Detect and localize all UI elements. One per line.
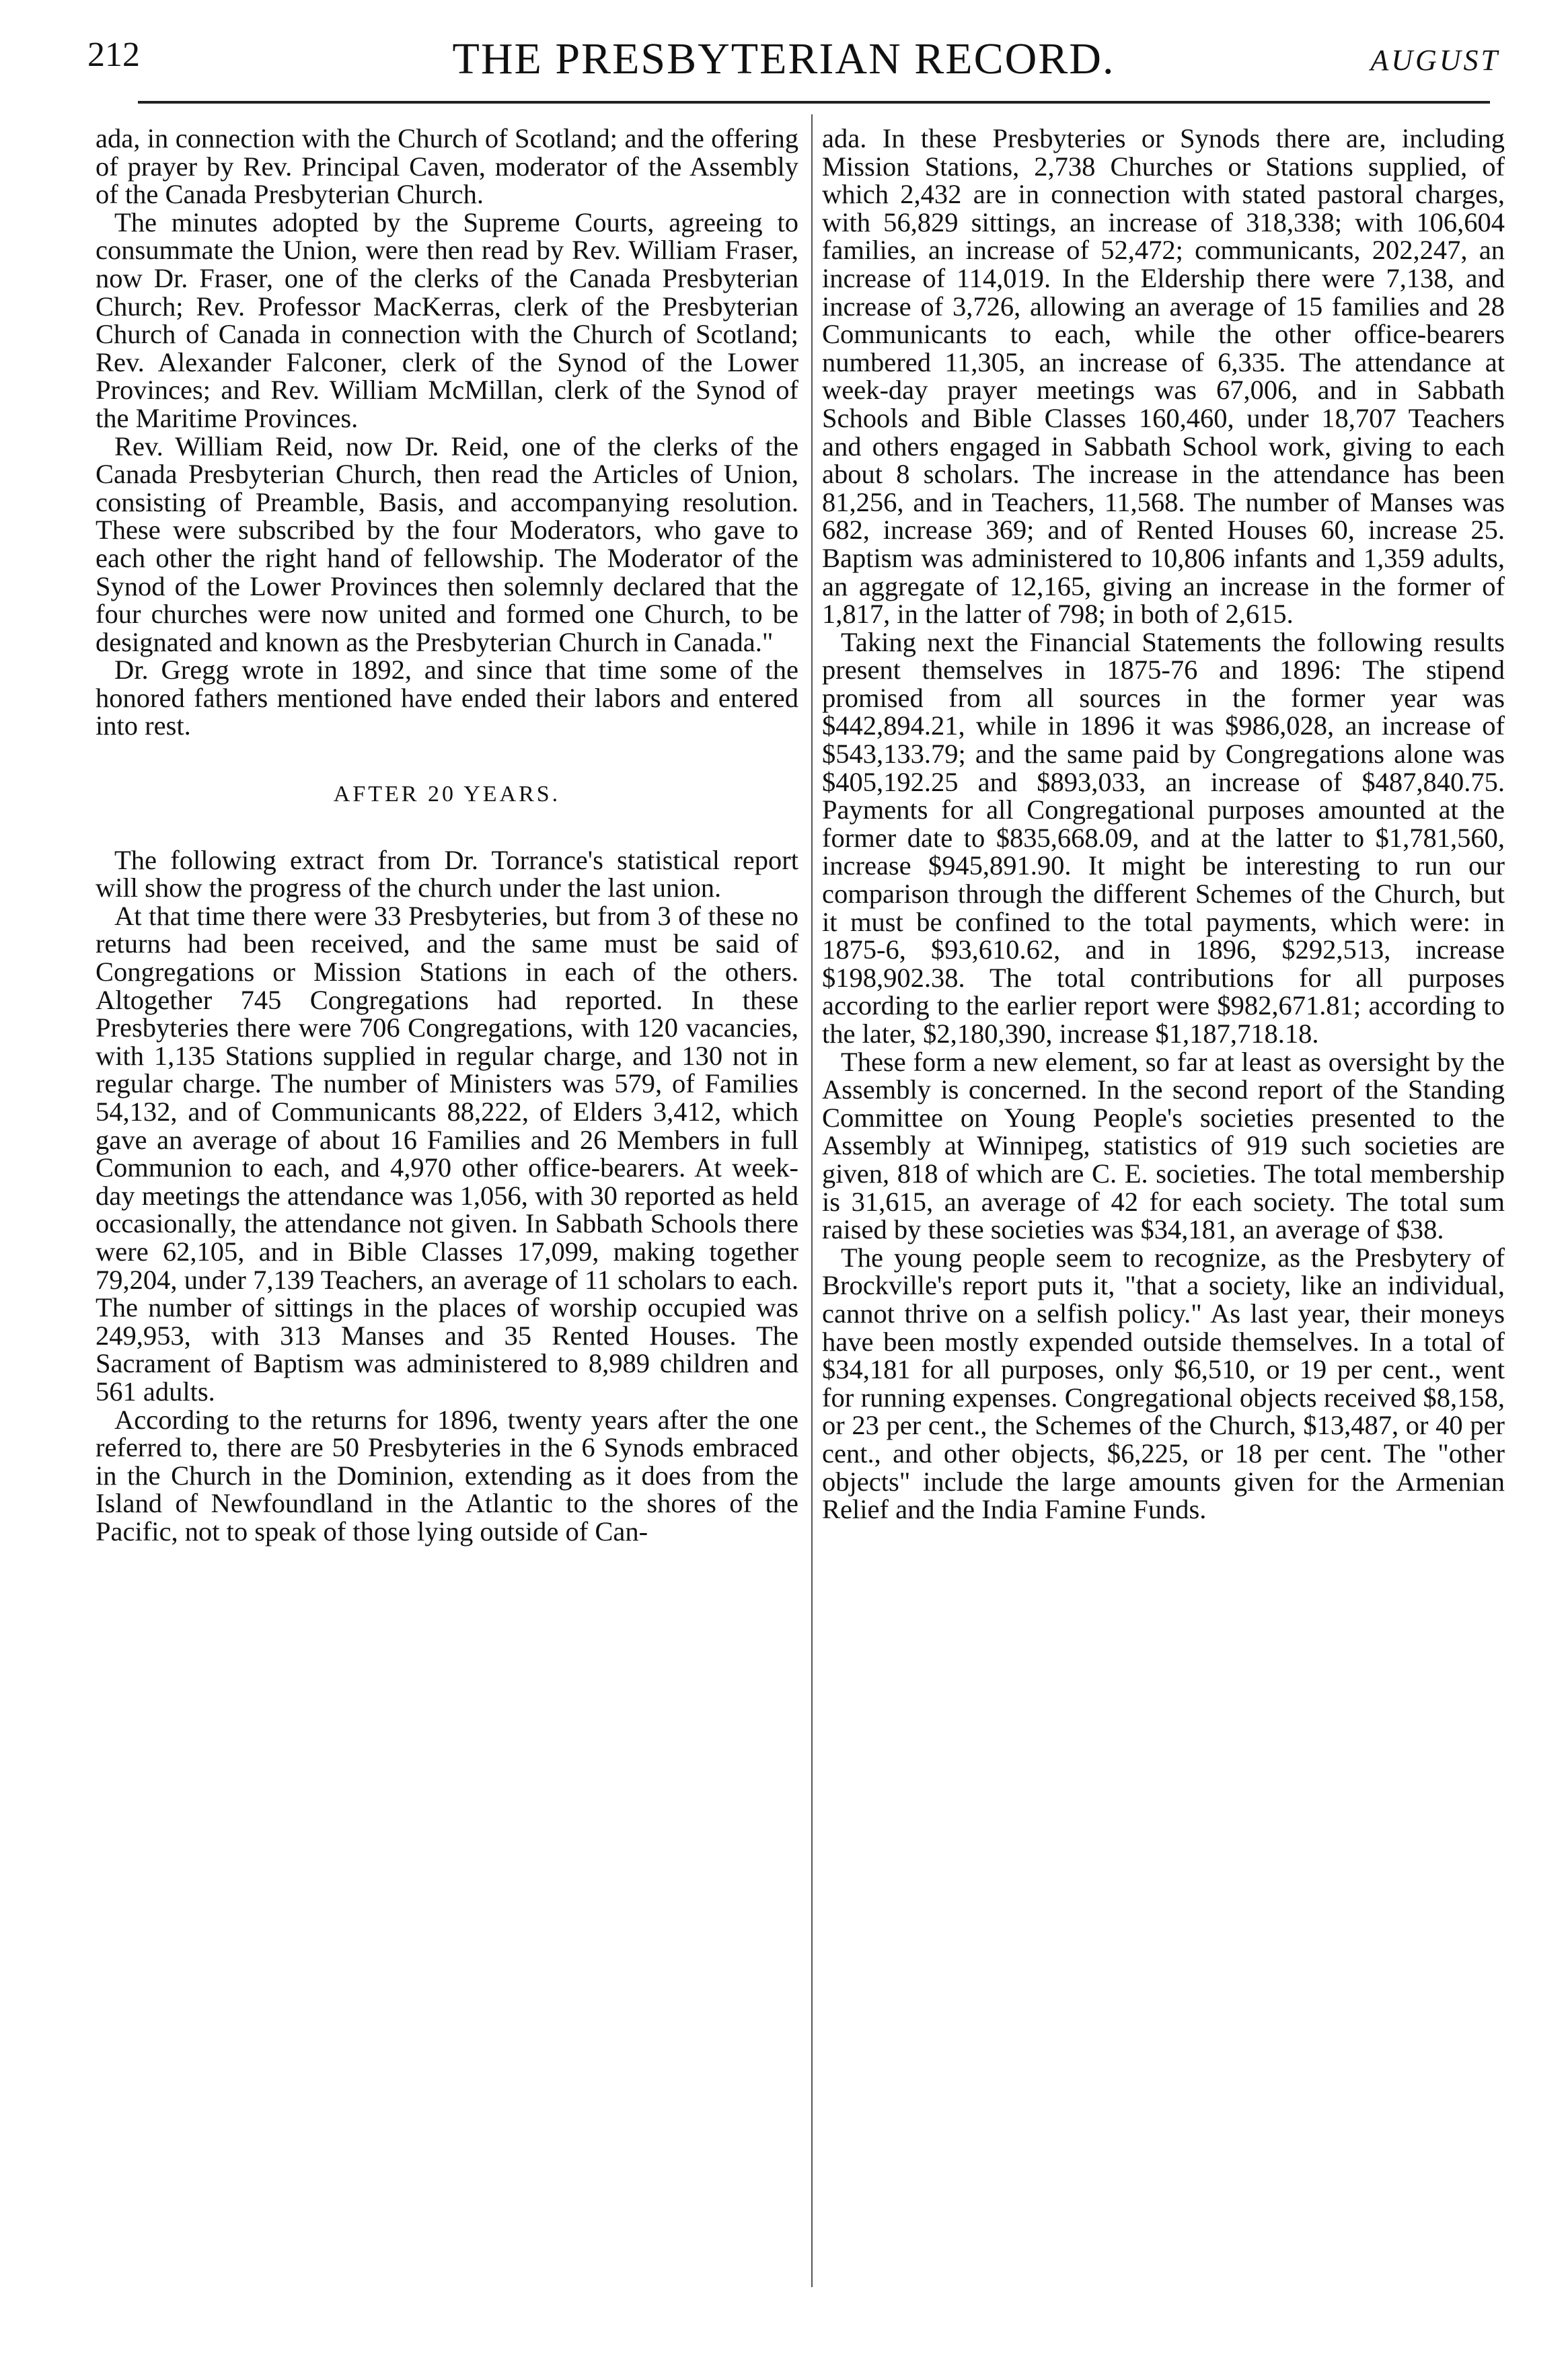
paragraph: The minutes adopted by the Supreme Courts, agreeing to consummate the Union, were then read by Rev. William Fraser, now Dr. Fraser, one of the clerks of the Canada Presbyterian Church; Rev. Professor MacKerras, clerk of the Presbyterian Church of Canada in connection with the Church of Scotland; Rev. Alexander Falconer, clerk of the Synod of the Lower Provinces; and Rev. William McMillan, clerk of the Synod of the Maritime Provinces. bbox=[96, 207, 798, 433]
paragraph: Rev. William Reid, now Dr. Reid, one of the clerks of the Canada Presbyterian Church, then read the Articles of Union, consisting of Preamble, Basis, and accompanying resolution. These were subscribed by the four Moderators, who gave to each other the right hand of fellowship. The Moderator of the Synod of the Lower Provinces then solemnly declared that the four churches were now united and formed one Church, to be designated and known as the Presbyterian Church in Canada." bbox=[96, 431, 798, 657]
publication-title: THE PRESBYTERIAN RECORD. bbox=[452, 34, 1115, 83]
paragraph: ada. In these Presbyteries or Synods there are, including Mission Stations, 2,738 Churches or Stations supplied, of which 2,432 are in connection with stated pastoral charges, with 56,829 sittings, an increase of 318,338; with 106,604 families, an increase of 52,472; communicants, 202,247, an increase of 114,019. In the Eldership there were 7,138, and increase of 3,726, allowing an average of 15 families and 28 Communicants to each, while the other office-bearers numbered 11,305, an increase of 6,335. The attendance at week-day prayer meetings was 67,006, and in Sabbath Schools and Bible Classes 160,460, under 18,707 Teachers and others engaged in Sabbath School work, giving to each about 8 scholars. The increase in the attendance has been 81,256, and in Teachers, 11,568. The number of Manses was 682, increase 369; and of Rented Houses 60, increase 25. Baptism was administered to 10,806 infants and 1,359 adults, an aggregate of 12,165, giving an increase in the former of 1,817, in the latter of 798; in both of 2,615. bbox=[822, 123, 1505, 630]
paragraph: These form a new element, so far at least as oversight by the Assembly is concerned. In the second report of the Standing Committee on Young People's societies presented to the Assembly at Winnipeg, statistics of 919 such societies are given, 818 of which are C. E. societies. The total membership is 31,615, an average of 42 for each society. The total sum raised by these societies was $34,181, an average of $38. bbox=[822, 1046, 1505, 1245]
column-divider bbox=[811, 114, 813, 2287]
left-column bbox=[96, 124, 798, 1546]
header-rule bbox=[138, 101, 1490, 104]
issue-month: AUGUST bbox=[1370, 44, 1500, 77]
paragraph: The young people seem to recognize, as the Presbytery of Brockville's report puts it, "that a society, like an individual, cannot thrive on a selfish policy." As last year, their moneys have been mostly expended outside themselves. In a total of $34,181 for all purposes, only $6,510, or 19 per cent., went for running expenses. Congregational objects received $8,158, or 23 per cent., the Schemes of the Church, $13,487, or 40 per cent., and other objects, $6,225, or 18 per cent. The "other objects" include the large amounts given for the Armenian Relief and the India Famine Funds. bbox=[822, 1242, 1505, 1525]
paragraph: ada, in connection with the Church of Scotland; and the offering of prayer by Rev. Principal Caven, moderator of the Assembly of the Canada Presbyterian Church. bbox=[96, 123, 798, 210]
paragraph: Taking next the Financial Statements the following results present themselves in 1875-76 and 1896: The stipend promised from all sources in the former year was $442,894.21, while in 1896 it was $986,028, an increase of $543,133.79; and the same paid by Congregations alone was $405,192.25 and $893,033, an increase of $487,840.75. Payments for all Congregational purposes amounted at the former date to $835,668.09, and at the latter to $1,781,560, increase $945,891.90. It might be interesting to run our comparison through the different Schemes of the Church, but it must be confined to the total payments, which were: in 1875-6, $93,610.62, and in 1896, $292,513, increase $198,902.38. The total contributions for all purposes according to the earlier report were $982,671.81; according to the later, $2,180,390, increase $1,187,718.18. bbox=[822, 626, 1505, 1049]
paragraph: At that time there were 33 Presbyteries, but from 3 of these no returns had been received, and the same must be said of Congregations or Mission Stations in each of the others. Altogether 745 Congregations had reported. In these Presbyteries there were 706 Congregations, with 120 vacancies, with 1,135 Stations supplied in regular charge, and 130 not in regular charge. The number of Ministers was 579, of Families 54,132, and of Communicants 88,222, of Elders 3,412, which gave an average of about 16 Families and 26 Members in full Communion to each, and 4,970 other office-bearers. At week-day meetings the attendance was 1,056, with 30 reported as held occasionally, the attendance not given. In Sabbath Schools there were 62,105, and in Bible Classes 17,099, making together 79,204, under 7,139 Teachers, an average of 11 scholars to each. The number of sittings in the places of worship occupied was 249,953, with 313 Manses and 35 Rented Houses. The Sacrament of Baptism was administered to 8,989 children and 561 adults. bbox=[96, 900, 798, 1407]
right-column bbox=[822, 124, 1505, 1524]
page-header bbox=[67, 20, 1500, 94]
page-number: 212 bbox=[87, 36, 140, 74]
section-heading: AFTER 20 YEARS. bbox=[333, 782, 561, 807]
paragraph: According to the returns for 1896, twenty years after the one referred to, there are 50 Presbyteries in the 6 Synods embraced in the Church in the Dominion, extending as it does from the Island of Newfoundland in the Atlantic to the shores of the Pacific, not to speak of those lying outside of Can- bbox=[96, 1404, 798, 1547]
paragraph: Dr. Gregg wrote in 1892, and since that time some of the honored fathers mentioned have ended their labors and entered into rest. bbox=[96, 655, 798, 741]
paragraph: The following extract from Dr. Torrance's statistical report will show the progress of the church under the last union. bbox=[96, 844, 798, 903]
